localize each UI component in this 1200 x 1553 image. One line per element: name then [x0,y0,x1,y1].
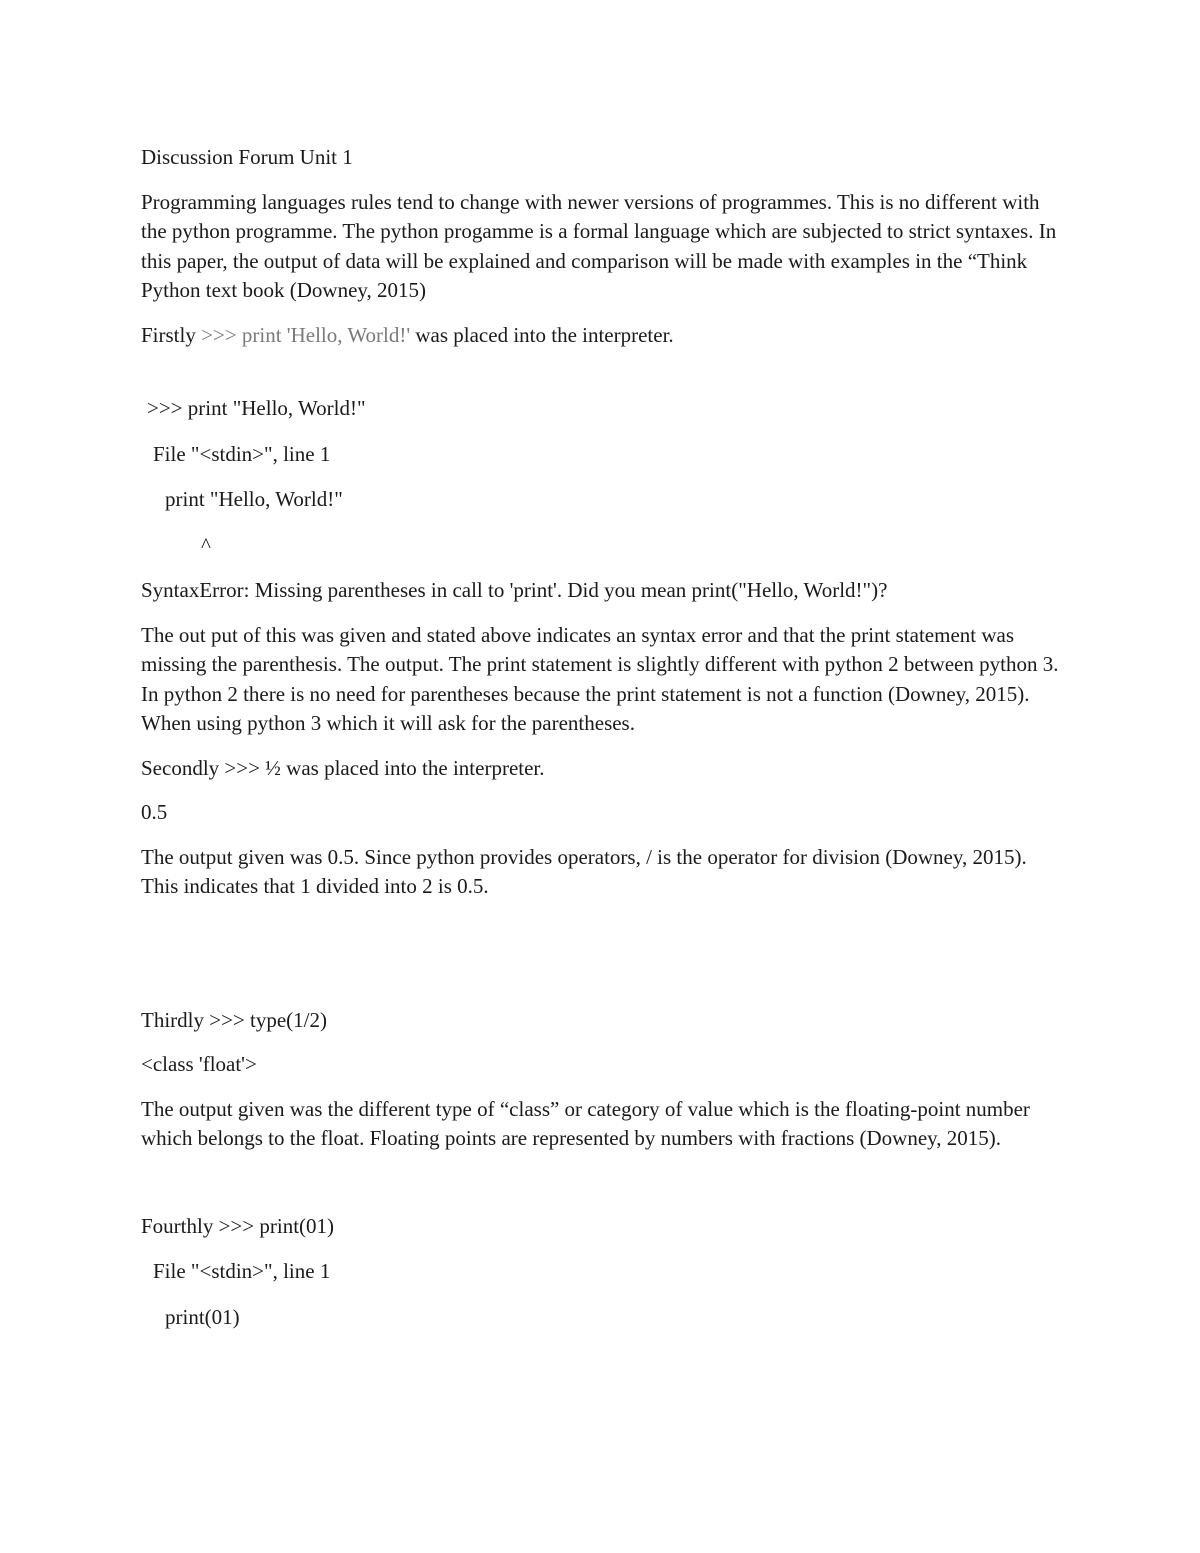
code-line: >>> print "Hello, World!" [147,396,366,420]
third-explanation: The output given was the different type of “class” or category of value which is the floating-point number which belongs to the float. Floating points are represented by numbers with fractions (Downey, 2015). [141,1096,1030,1150]
first-lead: Firstly [141,322,202,347]
second-explanation: The output given was 0.5. Since python provides operators, / is the operator for division (Downey, 2015). This indicates that 1 divided into 2 is 0.5. [141,844,1027,898]
code-line: File "<stdin>", line 1 [153,1259,331,1283]
third-statement: Thirdly >>> type(1/2) [141,1007,327,1032]
second-statement: Secondly >>> ½ was placed into the interpreter. [141,755,545,780]
first-statement [141,321,1061,351]
second-output: 0.5 [141,800,168,824]
document-title: Discussion Forum Unit 1 [141,145,353,169]
first-explanation: The out put of this was given and stated above indicates an syntax error and that the print statement was missing the parenthesis. The output. The print statement is slightly different with python 2 between python 3. In python 2 there is no need for parentheses because the print statement is not a function (Downey, 2015). When using python 3 which it will ask for the parentheses. [141,622,1059,735]
code-line: print "Hello, World!" [165,487,343,511]
first-tail: was placed into the interpreter. [410,322,674,347]
fourth-statement: Fourthly >>> print(01) [141,1213,335,1238]
intro-paragraph: Programming languages rules tend to change with newer versions of programmes. This is no different with the python programme. The python progamme is a formal language which are subjected to strict syntaxes. In this paper, the output of data will be explained and comparison will be made with examples in the “Think Python text book (Downey, 2015) [141,189,1057,302]
third-output: <class 'float'> [141,1052,257,1076]
first-command: >>> print 'Hello, World!' [201,322,411,347]
code-caret: ^ [201,532,211,557]
document-page [141,143,1061,1332]
syntax-error-message: SyntaxError: Missing parentheses in call to 'print'. Did you mean print("Hello, World!")? [141,578,888,602]
code-line: File "<stdin>", line 1 [153,441,331,466]
code-line: print(01) [165,1304,240,1329]
